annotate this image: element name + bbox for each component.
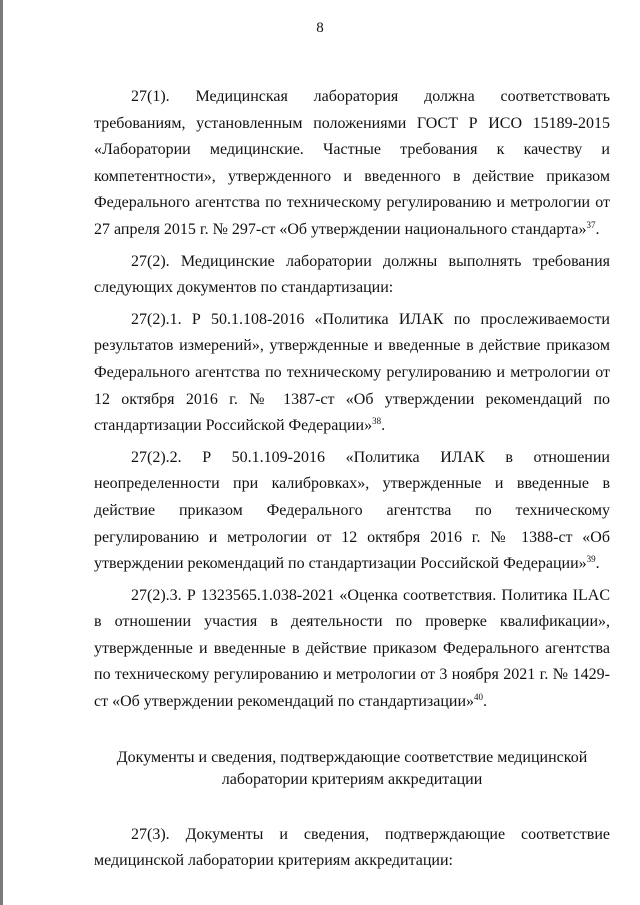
paragraph-end: . <box>483 693 488 711</box>
paragraph-text: 27(2).1. Р 50.1.108-2016 «Политика ИЛАК по прослеживаемости результатов измерений», утвержденные и введенные в действие приказом Федерального агентства по техническому регулированию и метрологии от 12 октября 2016 г. № 1387-ст «Об утверждении рекомендаций по стандартизации Российской Федерации» <box>94 310 610 435</box>
section-heading-line-2: лаборатории критериям аккредитации <box>221 770 483 788</box>
section-heading-line-1: Документы и сведения, подтверждающие соответствие медицинской <box>116 748 588 766</box>
paragraph-27-2-3 <box>94 583 610 716</box>
paragraph-end: . <box>595 555 600 573</box>
paragraph-end: . <box>595 220 600 238</box>
footnote-ref-38: 38 <box>372 416 382 427</box>
paragraph-text: 27(3). Документы и сведения, подтверждающие соответствие медицинской лаборатории критериям аккредитации: <box>94 825 610 870</box>
paragraph-27-2-1 <box>94 307 610 440</box>
footnote-ref-40: 40 <box>474 692 484 703</box>
paragraph-text: 27(2).3. Р 1323565.1.038-2021 «Оценка соответствия. Политика ILAC в отношении участия в деятельности по проверке квалификации», утвержденные и введенные в действие приказом Федерального агентства по техническому регулированию и метрологии от 3 ноября 2021 г. № 1429-ст «Об утверждении рекомендаций по стандартизации» <box>94 586 610 711</box>
paragraph-text: 27(2).2. Р 50.1.109-2016 «Политика ИЛАК в отношении неопределенности при калибровках», утвержденные и введенные в действие приказом Федерального агентства по техническому регулированию и метрологии от 12 октября 2016 г. № 1388-ст «Об утверждении рекомендаций по стандартизации Российской Федерации» <box>94 448 610 573</box>
section-heading <box>94 747 610 791</box>
paragraph-27-2-2 <box>94 445 610 578</box>
paragraph-text: 27(1). Медицинская лаборатория должна соответствовать требованиям, установленным положениями ГОСТ Р ИСО 15189-2015 «Лаборатории медицинские. Частные требования к качеству и компетентности», утвержденного и введенного в действие приказом Федерального агентства по техническому регулированию и метрологии от 27 апреля 2015 г. № 297-ст «Об утверждении национального стандарта» <box>94 88 610 238</box>
footnote-ref-39: 39 <box>586 554 596 565</box>
paragraph-27-3 <box>94 822 610 875</box>
paragraph-end: . <box>381 417 386 435</box>
footnote-ref-37: 37 <box>586 219 596 230</box>
paragraph-27-2 <box>94 249 610 302</box>
page-number: 8 <box>316 20 324 36</box>
paragraph-text: 27(2). Медицинские лаборатории должны выполнять требования следующих документов по стандартизации: <box>94 252 610 297</box>
document-body <box>94 84 610 880</box>
page-left-edge <box>0 0 3 905</box>
paragraph-27-1 <box>94 84 610 244</box>
